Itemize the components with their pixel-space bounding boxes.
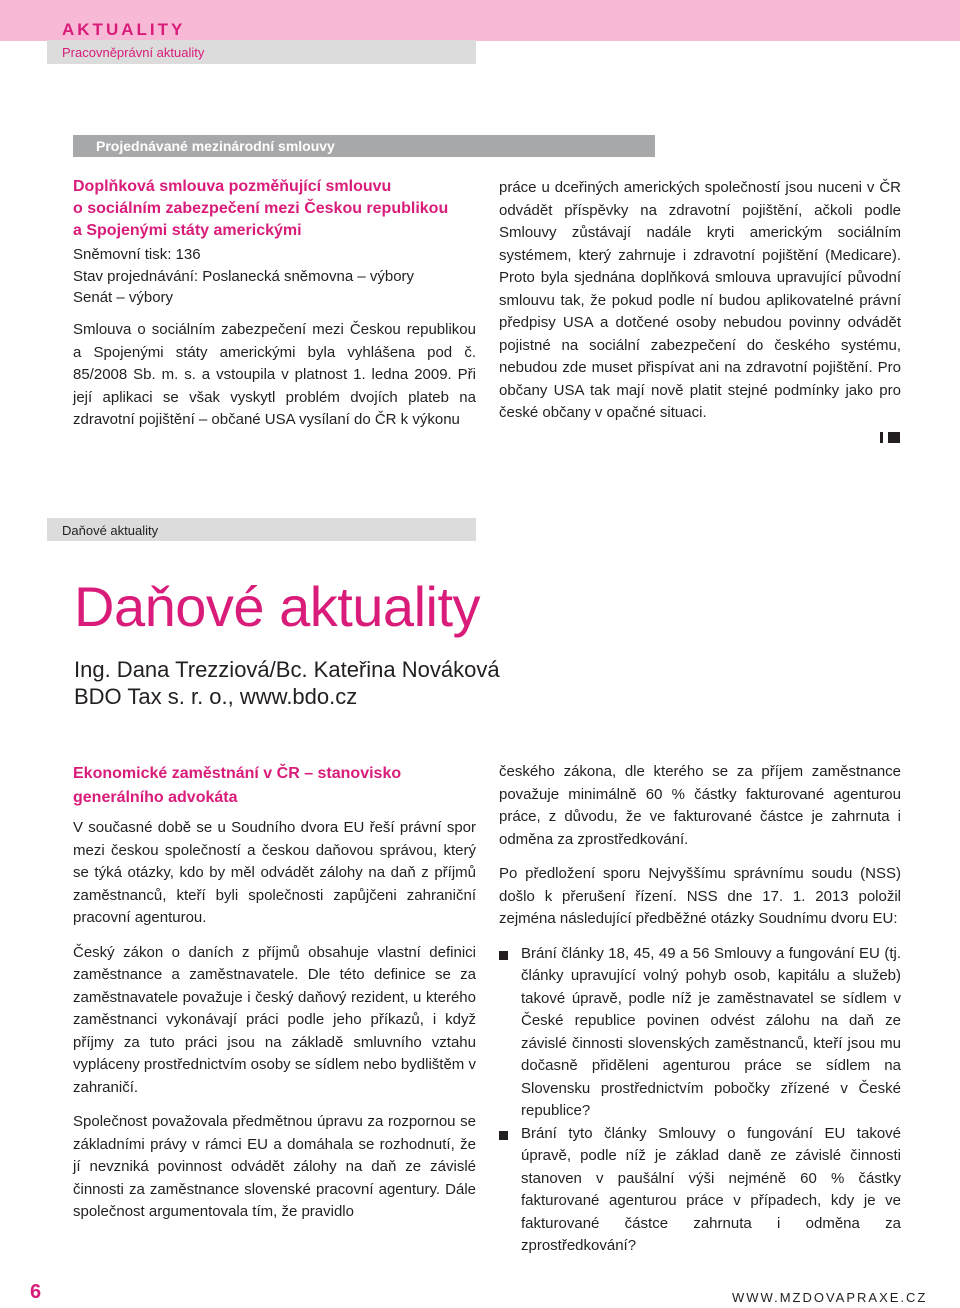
tax-bar (47, 518, 476, 541)
section-title: AKTUALITY (62, 20, 186, 39)
negotiation-status: Stav projednávání: Poslanecká sněmovna – výbory (73, 267, 415, 285)
question-text: Brání články 18, 45, 49 a 56 Smlouvy a fungování EU (tj. články upravující volný pohyb osob, kapitálu a služeb) takové úpravě, podle níž je zaměstnavatel se sídlem v České republice povinen odvést zálohu na daň ze závislé činnosti slovenských zaměstnanců, kteří jsou mu dočasně přiděleni agenturou práce se sídlem na Slovensku prostřednictvím pobočky zřízené v České republice? (521, 944, 901, 1119)
article-title-line: generálního advokáta (73, 789, 238, 806)
tax-bar-label: Daňové aktuality (62, 523, 159, 538)
treaty-meta (73, 244, 493, 309)
treaty-title-line: o sociálním zabezpečení mezi Českou republikou (73, 200, 449, 217)
website-link[interactable]: WWW.MZDOVAPRAXE.CZ (732, 1290, 928, 1305)
treaties-bar-label: Projednávané mezinárodní smlouvy (96, 138, 335, 154)
senate-status: Senát – výbory (73, 289, 174, 306)
treaty-title-line: a Spojenými státy americkými (73, 222, 302, 239)
article-left-column (73, 817, 476, 1236)
article-paragraph: českého zákona, dle kterého se za příjem zaměstnance považuje minimálně 60 % částky fakturované agenturou práce, z důvodu, že ve fakturované částce je zahrnuta i odměna za zprostředkování. (499, 763, 901, 848)
author-line: Ing. Dana Trezziová/Bc. Kateřina Nováková (74, 657, 500, 682)
article-paragraph: Český zákon o daních z příjmů obsahuje vlastní definici zaměstnance a zaměstnavatele. Dle této definice se za zaměstnavatele považuje i český daňový rezident, u kterého zaměstnanci vykonávají práci podle jeho příkazů, i když příjmy za tuto práci jsou na základě smluvního vztahu vypláceny prostřednictvím osoby se sídlem nebo bydlištěm v zahraničí. (73, 943, 476, 1096)
question-item (499, 1123, 901, 1258)
question-text: Brání tyto články Smlouvy o fungování EU takové úpravě, podle níž je základ daně ze závislé činnosti stanoven v paušální výši nejméně 60 % částky fakturované agenturou práce v případech, kdy je ve fakturované částce zahrnuta i odměna za zprostředkování? (521, 1124, 901, 1254)
authors (74, 656, 500, 710)
square-bullet-icon (499, 1131, 508, 1140)
company-line: BDO Tax s. r. o., www.bdo.cz (74, 684, 358, 709)
treaty-title (73, 176, 493, 242)
page-number: 6 (30, 1281, 42, 1303)
print-number: Sněmovní tisk: 136 (73, 246, 201, 263)
treaty-title-line: Doplňková smlouva pozměňující smlouvu (73, 178, 392, 195)
article-title (73, 762, 473, 810)
subsection-title: Pracovněprávní aktuality (62, 45, 205, 60)
tax-title: Daňové aktuality (74, 575, 481, 638)
article-paragraph: Společnost považovala předmětnou úpravu za rozpornou se základními právy v rámci EU a domáhala se rozhodnutí, že jí nevzniká povinnost odvádět zálohy na daň ze závislé činnosti za zaměstnance slovenské pracovní agentury. Dále společnost argumentovala tím, že pravidlo (73, 1113, 476, 1220)
article-title-line: Ekonomické zaměstnání v ČR – stanovisko (73, 765, 402, 782)
question-list (499, 943, 901, 1258)
treaty-paragraph-right: práce u dceřiných amerických společností jsou nuceni v ČR odvádět příspěvky na zdravotní pojištění, ačkoli podle Smlouvy zůstávají nadále kryti americkým sociálním systémem, který zahrnuje i zdravotní pojištění (Medicare). Proto byla sjednána doplňková smlouva upravující původní smlouvu tak, že pokud podle ní budou aplikovatelné právní předpisy USA a dotčené osoby nebudou povinny odvádět pojistné na sociální zabezpečení do českého systému, nebudou zde muset přispívat ani na zdravotní pojištění. Pro občany USA tak mají nově platit stejné podmínky jako pro české občany v opačné situaci. (499, 179, 901, 421)
square-bullet-icon (499, 951, 508, 960)
article-paragraph: V současné době se u Soudního dvora EU řeší právní spor mezi českou společností a českou daňovou správou, který se týká otázky, kdo by měl odvádět zálohy na daň z příjmů zaměstnanců, kteří byli společnosti zapůjčeni zahraniční pracovní agenturou. (73, 819, 476, 926)
article-paragraph: Po předložení sporu Nejvyššímu správnímu soudu (NSS) došlo k přerušení řízení. NSS dne 17. 1. 2013 položil zejména následující předběžné otázky Soudnímu dvoru EU: (499, 865, 901, 927)
treaties-bar (73, 135, 655, 157)
article-right-column (499, 761, 901, 1258)
question-item (499, 943, 901, 1123)
treaty-paragraph-left: Smlouva o sociálním zabezpečení mezi Českou republikou a Spojenými státy americkými byla vyhlášena pod č. 85/2008 Sb. m. s. a vstoupila v platnost 1. ledna 2009. Při její aplikaci se však vyskytl problém dvojích plateb na zdravotní pojištění – občané USA vysílaní do ČR k výkonu (73, 321, 476, 428)
end-mark-icon (880, 430, 902, 444)
